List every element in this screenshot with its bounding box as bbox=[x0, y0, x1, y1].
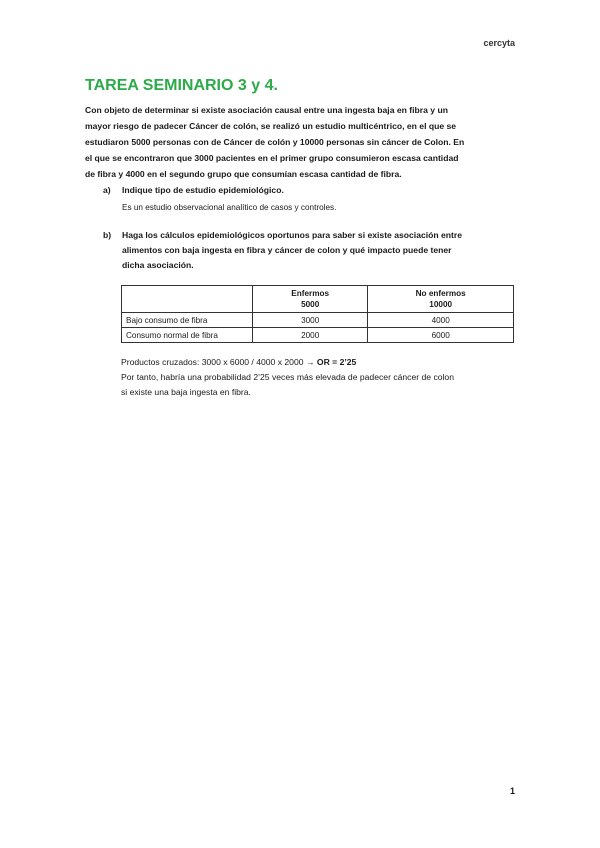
question-text: Indique tipo de estudio epidemiológico. bbox=[122, 185, 284, 195]
question-answer: Es un estudio observacional analítico de casos y controles. bbox=[122, 203, 337, 212]
table-corner-cell bbox=[122, 286, 253, 313]
intro-line: de fibra y 4000 en el segundo grupo que consumían escasa cantidad de fibra. bbox=[85, 169, 402, 179]
cross-products-line bbox=[121, 355, 521, 370]
cell-enfermos: 2000 bbox=[253, 328, 368, 343]
intro-line: estudiaron 5000 personas con de Cáncer de colón y 10000 personas sin cáncer de Colon. En bbox=[85, 137, 465, 147]
intro-paragraph bbox=[85, 102, 515, 182]
cell-no-enfermos: 4000 bbox=[368, 313, 514, 328]
question-marker: b) bbox=[103, 230, 112, 240]
header-label: Enfermos bbox=[291, 289, 330, 298]
table-header-cell bbox=[253, 286, 368, 313]
cell-enfermos: 3000 bbox=[253, 313, 368, 328]
question-text bbox=[122, 228, 515, 273]
page-number: 1 bbox=[509, 786, 515, 796]
cross-products-text: Productos cruzados: 3000 x 6000 / 4000 x 2000 bbox=[121, 357, 304, 367]
header-total: 5000 bbox=[301, 300, 320, 309]
question-line: alimentos con baja ingesta en fibra y cáncer de colon y qué impacto puede tener bbox=[122, 245, 452, 255]
header-author: cercyta bbox=[483, 38, 515, 48]
odds-ratio: OR = 2’25 bbox=[316, 357, 357, 367]
header-total: 10000 bbox=[429, 300, 453, 309]
header-label: No enfermos bbox=[415, 289, 466, 298]
arrow-icon: → bbox=[305, 357, 315, 367]
intro-line: mayor riesgo de padecer Cáncer de colón, se realizó un estudio multicéntrico, en el que se bbox=[85, 121, 457, 131]
row-label: Bajo consumo de fibra bbox=[122, 313, 253, 328]
contingency-table bbox=[121, 285, 514, 343]
cell-no-enfermos: 6000 bbox=[368, 328, 514, 343]
question-b bbox=[85, 228, 515, 273]
conclusion-line: si existe una baja ingesta en fibra. bbox=[121, 387, 251, 397]
table-header-row bbox=[122, 286, 514, 313]
table-header-cell bbox=[368, 286, 514, 313]
row-label: Consumo normal de fibra bbox=[122, 328, 253, 343]
page-title: TAREA SEMINARIO 3 y 4. bbox=[85, 77, 278, 94]
table-row bbox=[122, 313, 514, 328]
question-line: dicha asociación. bbox=[122, 260, 194, 270]
result-block bbox=[121, 355, 521, 400]
intro-line: Con objeto de determinar si existe asociación causal entre una ingesta baja en fibra y un bbox=[85, 105, 448, 115]
table-row bbox=[122, 328, 514, 343]
intro-line: el que se encontraron que 3000 pacientes en el primer grupo consumieron escasa cantidad bbox=[85, 153, 459, 163]
question-a bbox=[85, 183, 515, 215]
conclusion-line: Por tanto, habría una probabilidad 2’25 veces más elevada de padecer cáncer de colon bbox=[121, 372, 454, 382]
question-line: Haga los cálculos epidemiológicos oportunos para saber si existe asociación entre bbox=[122, 230, 463, 240]
question-marker: a) bbox=[103, 185, 111, 195]
